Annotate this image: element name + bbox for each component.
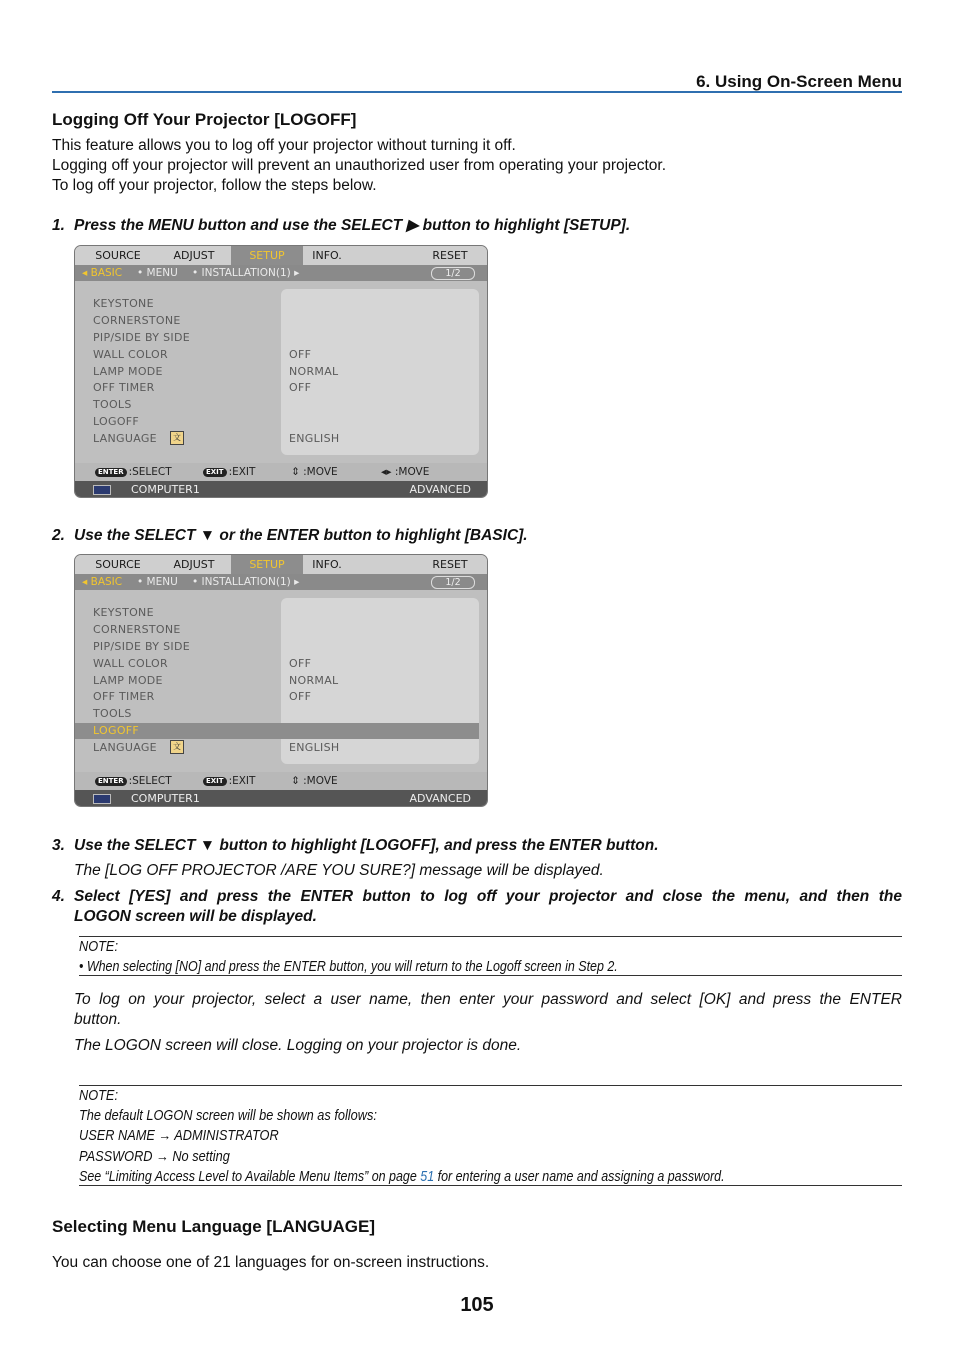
note-1-bottom-rule <box>79 975 902 976</box>
osd-item-cornerstone[interactable]: CORNERSTONE <box>93 623 181 636</box>
osd-item-off-timer[interactable]: OFF TIMER <box>93 690 155 703</box>
osd-value-wall-color: OFF <box>289 657 312 670</box>
osd-menu-setup <box>74 245 488 498</box>
step-text: Use the SELECT ▼ button to highlight [LOGOFF], and press the ENTER button. <box>74 837 659 854</box>
osd-footer-move-vertical: ⇕ :MOVE <box>291 466 338 478</box>
intro-line-2: Logging off your projector will prevent an unauthorized user from operating your projector. <box>52 157 667 174</box>
osd-subtab-bar <box>75 265 487 281</box>
step-3 <box>52 836 902 856</box>
note-2-top-rule <box>79 1085 902 1086</box>
step-2 <box>52 526 902 546</box>
step-text: Use the SELECT ▼ or the ENTER button to highlight [BASIC]. <box>74 527 528 544</box>
osd-value-off-timer: OFF <box>289 381 312 394</box>
step-4 <box>52 887 902 927</box>
osd-footer-select: ENTER :SELECT <box>95 463 172 481</box>
osd-menu-basic <box>74 554 488 807</box>
osd-subtab-bar <box>75 574 487 590</box>
step-3-result: The [LOG OFF PROJECTOR /ARE YOU SURE?] message will be displayed. <box>74 862 604 879</box>
osd-value-off-timer: OFF <box>289 690 312 703</box>
section-title: 6. Using On-Screen Menu <box>696 72 902 91</box>
osd-item-pip[interactable]: PIP/SIDE BY SIDE <box>93 331 190 344</box>
osd-status-mode: ADVANCED <box>409 792 471 805</box>
osd-tab-source[interactable]: SOURCE <box>95 558 141 571</box>
osd-value-language: ENGLISH <box>289 432 340 445</box>
osd-tab-reset[interactable]: RESET <box>432 558 468 571</box>
osd-tab-reset[interactable]: RESET <box>432 249 468 262</box>
osd-tab-adjust[interactable]: ADJUST <box>173 249 215 262</box>
osd-tab-bar <box>75 555 487 574</box>
exit-key-icon: EXIT <box>203 777 227 786</box>
step-number: 2. <box>52 527 65 544</box>
step-number: 3. <box>52 837 65 854</box>
osd-status-source: COMPUTER1 <box>131 792 200 805</box>
computer-source-icon <box>93 485 111 495</box>
page-number: 105 <box>460 1294 494 1316</box>
computer-source-icon <box>93 794 111 804</box>
osd-tab-setup[interactable]: SETUP <box>231 555 303 574</box>
osd-item-tools[interactable]: TOOLS <box>93 707 132 720</box>
note-2-line-4: See “Limiting Access Level to Available Menu Items” on page 51 for entering a user name and assigning a password. <box>79 1169 725 1185</box>
language-heading: Selecting Menu Language [LANGUAGE] <box>52 1217 376 1236</box>
osd-footer-select: ENTER :SELECT <box>95 772 172 790</box>
osd-item-language[interactable]: LANGUAGE <box>93 432 157 445</box>
logoff-heading: Logging Off Your Projector [LOGOFF] <box>52 110 357 129</box>
exit-key-icon: EXIT <box>203 468 227 477</box>
osd-value-language: ENGLISH <box>289 741 340 754</box>
logon-paragraph-2: The LOGON screen will close. Logging on your projector is done. <box>74 1037 522 1054</box>
note-2-line-3: PASSWORD → No setting <box>79 1149 230 1165</box>
step-number: 1. <box>52 217 65 234</box>
note-1-top-rule <box>79 936 902 937</box>
osd-tab-info[interactable]: INFO. <box>312 249 342 262</box>
osd-subtab-installation[interactable]: • INSTALLATION(1) ▸ <box>192 267 300 279</box>
osd-value-lamp-mode: NORMAL <box>289 674 339 687</box>
language-flag-icon: 文 <box>170 431 184 445</box>
osd-item-off-timer[interactable]: OFF TIMER <box>93 381 155 394</box>
osd-subtab-menu[interactable]: • MENU <box>137 267 178 279</box>
enter-key-icon: ENTER <box>95 468 127 477</box>
osd-item-pip[interactable]: PIP/SIDE BY SIDE <box>93 640 190 653</box>
osd-item-lamp-mode[interactable]: LAMP MODE <box>93 365 163 378</box>
page-51-link[interactable]: 51 <box>420 1169 435 1185</box>
enter-key-icon: ENTER <box>95 777 127 786</box>
osd-body <box>75 590 487 772</box>
logon-paragraph-1-line-1: To log on your projector, select a user name, then enter your password and select [OK] and press the ENTER <box>74 991 902 1008</box>
osd-item-logoff[interactable]: LOGOFF <box>93 415 140 428</box>
language-text: You can choose one of 21 languages for on-screen instructions. <box>52 1254 490 1271</box>
header-rule <box>52 91 902 93</box>
logon-paragraph-1-line-2: button. <box>74 1011 122 1028</box>
osd-subtab-basic[interactable]: ◂ BASIC <box>82 267 123 279</box>
osd-status-mode: ADVANCED <box>409 483 471 496</box>
language-flag-icon: 文 <box>170 740 184 754</box>
osd-body <box>75 281 487 463</box>
osd-page-indicator: 1/2 <box>431 576 475 589</box>
osd-footer <box>75 772 487 790</box>
osd-tab-adjust[interactable]: ADJUST <box>173 558 215 571</box>
osd-item-keystone[interactable]: KEYSTONE <box>93 606 154 619</box>
osd-subtab-basic[interactable]: ◂ BASIC <box>82 576 123 588</box>
osd-footer-exit: EXIT :EXIT <box>203 463 255 481</box>
osd-footer <box>75 463 487 481</box>
osd-value-wall-color: OFF <box>289 348 312 361</box>
osd-tab-info[interactable]: INFO. <box>312 558 342 571</box>
osd-item-tools[interactable]: TOOLS <box>93 398 132 411</box>
osd-tab-source[interactable]: SOURCE <box>95 249 141 262</box>
intro-line-1: This feature allows you to log off your projector without turning it off. <box>52 137 516 154</box>
osd-page-indicator: 1/2 <box>431 267 475 280</box>
osd-status-source: COMPUTER1 <box>131 483 200 496</box>
osd-footer-move-horizontal: ◂▸ :MOVE <box>381 466 430 478</box>
note-2-bottom-rule <box>79 1185 902 1186</box>
step-text: Press the MENU button and use the SELECT ▶ button to highlight [SETUP]. <box>74 217 631 234</box>
osd-tab-bar <box>75 246 487 265</box>
osd-item-wall-color[interactable]: WALL COLOR <box>93 348 168 361</box>
note-2-label: NOTE: <box>79 1088 118 1104</box>
note-2-line-1: The default LOGON screen will be shown as follows: <box>79 1108 377 1124</box>
step-text-line-2: LOGON screen will be displayed. <box>74 908 317 925</box>
osd-subtab-installation[interactable]: • INSTALLATION(1) ▸ <box>192 576 300 588</box>
note-1-bullet: • When selecting [NO] and press the ENTER button, you will return to the Logoff screen in Step 2. <box>79 959 618 975</box>
osd-item-cornerstone[interactable]: CORNERSTONE <box>93 314 181 327</box>
osd-subtab-menu[interactable]: • MENU <box>137 576 178 588</box>
osd-status-bar <box>75 790 487 807</box>
osd-footer-exit: EXIT :EXIT <box>203 772 255 790</box>
step-number: 4. <box>52 888 65 905</box>
osd-item-keystone[interactable]: KEYSTONE <box>93 297 154 310</box>
osd-item-lamp-mode[interactable]: LAMP MODE <box>93 674 163 687</box>
note-1-label: NOTE: <box>79 939 118 955</box>
note-2-line-2: USER NAME → ADMINISTRATOR <box>79 1128 279 1144</box>
osd-item-wall-color[interactable]: WALL COLOR <box>93 657 168 670</box>
osd-value-lamp-mode: NORMAL <box>289 365 339 378</box>
step-1 <box>52 216 902 236</box>
osd-item-logoff[interactable]: LOGOFF <box>93 724 140 737</box>
osd-tab-setup[interactable]: SETUP <box>231 246 303 265</box>
osd-footer-move-vertical: ⇕ :MOVE <box>291 775 338 787</box>
step-text-line-1: Select [YES] and press the ENTER button to log off your projector and close the menu, and then the <box>74 888 902 905</box>
osd-status-bar <box>75 481 487 498</box>
intro-line-3: To log off your projector, follow the steps below. <box>52 177 377 194</box>
osd-item-language[interactable]: LANGUAGE <box>93 741 157 754</box>
